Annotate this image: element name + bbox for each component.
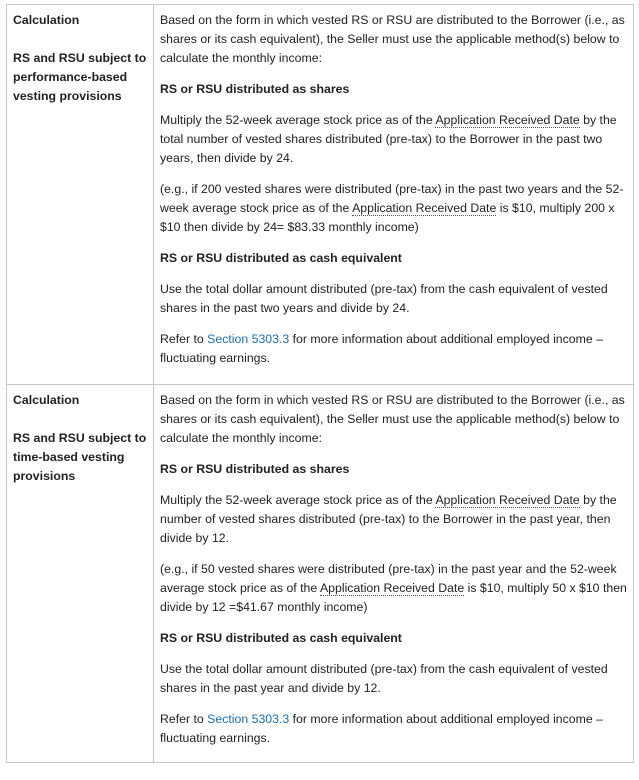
row-label-cell [7,5,154,385]
table-row [7,5,634,385]
cash-heading: RS or RSU distributed as cash equivalent [160,631,402,645]
row-label-cell [7,385,154,763]
section-link[interactable]: Section 5303.3 [207,332,290,346]
table-row [7,385,634,763]
row-label-title: Calculation [13,13,80,27]
shares-method-text: Multiply the 52-week average stock price as of the Application Received Date by the total number of vested shares distributed (pre-tax) to the Borrower in the past two years, then divide by 24. [160,113,617,165]
row-label-subject: RS and RSU subject to performance-based vesting provisions [13,51,147,103]
row-content-cell [154,5,634,385]
calculation-table [6,4,634,763]
shares-example-text: (e.g., if 200 vested shares were distributed (pre-tax) in the past two years and the 52-week average stock price as of the Application Received Date is $10, multiply 200 x $10 then divide by 24= $83.33 monthly income) [160,182,624,234]
row-label-title: Calculation [13,393,80,407]
refer-text: Refer to Section 5303.3 for more information about additional employed income – fluctuating earnings. [160,712,603,745]
intro-text: Based on the form in which vested RS or RSU are distributed to the Borrower (i.e., as shares or its cash equivalent), the Seller must use the applicable method(s) below to calculate the monthly income: [160,393,625,445]
glossary-term-link[interactable]: Application Received Date [319,581,465,595]
glossary-term-link[interactable]: Application Received Date [352,201,497,215]
shares-method-text: Multiply the 52-week average stock price as of the Application Received Date by the number of vested shares distributed (pre-tax) to the Borrower in the past year, then divide by 12. [160,493,617,545]
cash-method-text: Use the total dollar amount distributed (pre-tax) from the cash equivalent of vested shares in the past two years and divide by 24. [160,282,608,315]
cash-method-text: Use the total dollar amount distributed (pre-tax) from the cash equivalent of vested shares in the past year and divide by 12. [160,662,608,695]
refer-text: Refer to Section 5303.3 for more information about additional employed income – fluctuating earnings. [160,332,603,365]
shares-heading: RS or RSU distributed as shares [160,82,350,96]
shares-example-text: (e.g., if 50 vested shares were distributed (pre-tax) in the past year and the 52-week average stock price as of the Application Received Date is $10, multiply 50 x $10 then divide by 12 =$41.67 monthly income) [160,562,627,614]
row-label-subject: RS and RSU subject to time-based vesting provisions [13,431,147,483]
section-link[interactable]: Section 5303.3 [207,712,290,726]
glossary-term-link[interactable]: Application Received Date [435,493,580,507]
row-content-cell [154,385,634,763]
cash-heading: RS or RSU distributed as cash equivalent [160,251,402,265]
glossary-term-link[interactable]: Application Received Date [435,113,580,127]
intro-text: Based on the form in which vested RS or RSU are distributed to the Borrower (i.e., as shares or its cash equivalent), the Seller must use the applicable method(s) below to calculate the monthly income: [160,13,625,65]
shares-heading: RS or RSU distributed as shares [160,462,350,476]
